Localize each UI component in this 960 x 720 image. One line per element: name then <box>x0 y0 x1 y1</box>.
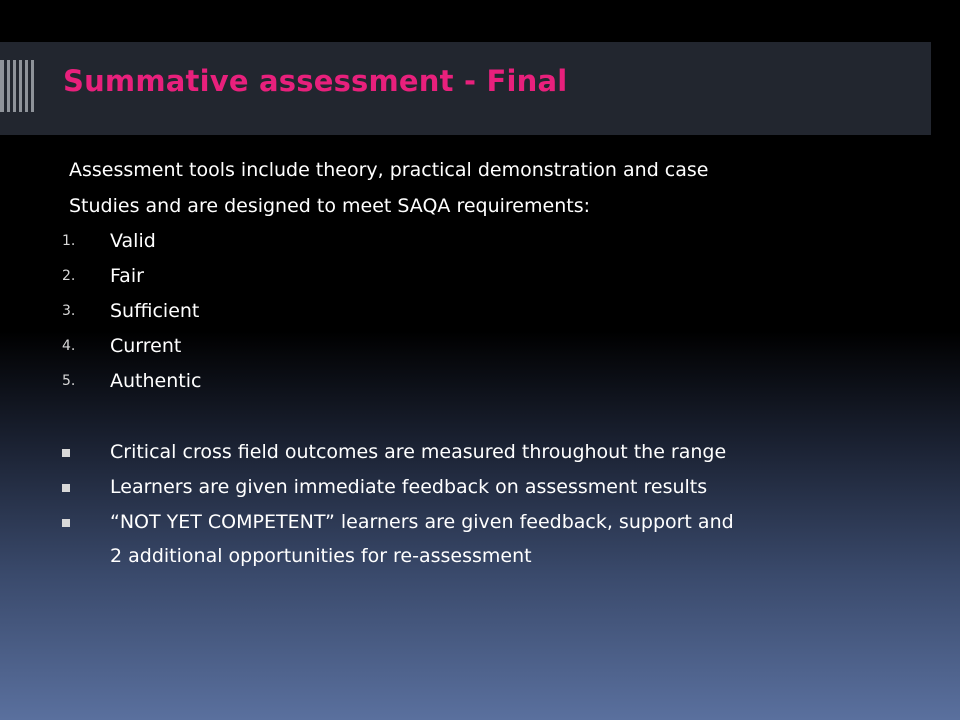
list-item-text: Valid <box>110 230 156 252</box>
list-number: 4. <box>62 338 76 354</box>
list-number: 5. <box>62 373 76 389</box>
list-item-text: Authentic <box>110 370 202 392</box>
slide-title: Summative assessment - Final <box>63 64 568 98</box>
bullet-text <box>110 470 707 504</box>
square-bullet-icon <box>62 449 70 457</box>
decorative-bars-icon <box>0 60 38 112</box>
bullet-text <box>110 435 726 469</box>
bullet-text <box>110 505 734 573</box>
square-bullet-icon <box>62 484 70 492</box>
square-bullet-icon <box>62 519 70 527</box>
intro-line-1: Assessment tools include theory, practical demonstration and case <box>69 159 709 181</box>
list-item-text: Fair <box>110 265 144 287</box>
list-item-text: Sufficient <box>110 300 200 322</box>
list-number: 1. <box>62 233 76 249</box>
bullet-line: “NOT YET COMPETENT” learners are given feedback, support and <box>110 511 734 533</box>
intro-line-2: Studies and are designed to meet SAQA requirements: <box>69 195 590 217</box>
list-item-text: Current <box>110 335 182 357</box>
list-number: 2. <box>62 268 76 284</box>
list-number: 3. <box>62 303 76 319</box>
bullet-line: 2 additional opportunities for re-assessment <box>110 545 532 567</box>
bullet-line: Critical cross field outcomes are measured throughout the range <box>110 441 727 463</box>
bullet-line: Learners are given immediate feedback on assessment results <box>110 476 708 498</box>
title-bar <box>0 42 931 135</box>
